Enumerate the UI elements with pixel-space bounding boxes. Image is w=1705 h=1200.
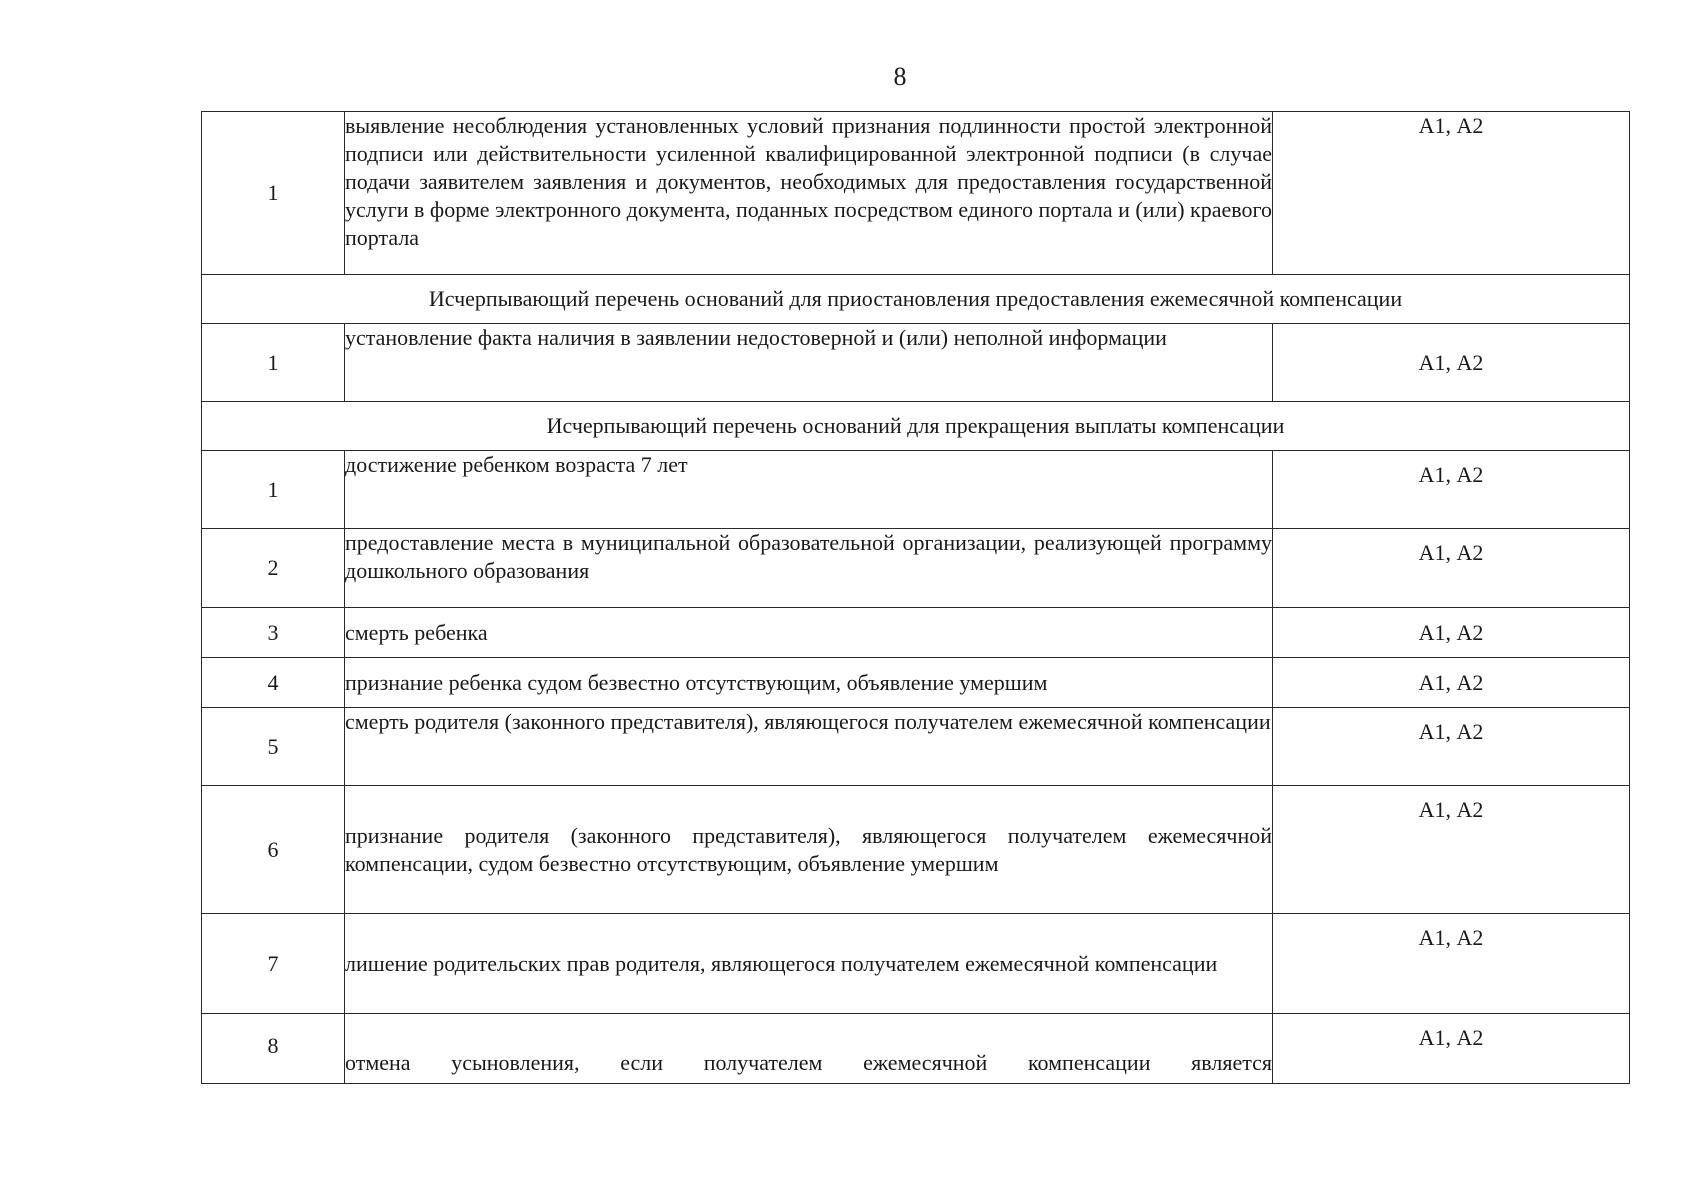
table-row <box>202 451 1630 529</box>
table-row <box>202 529 1630 608</box>
section-row <box>202 402 1630 451</box>
row-number: 5 <box>202 708 345 786</box>
row-code: А1, А2 <box>1273 786 1630 914</box>
row-text: смерть ребенка <box>345 608 1273 658</box>
row-text: признание ребенка судом безвестно отсутствующим, объявление умершим <box>345 658 1273 708</box>
row-text: смерть родителя (законного представителя), являющегося получателем ежемесячной компенсации <box>345 708 1273 786</box>
table-row <box>202 658 1630 708</box>
row-code: А1, А2 <box>1273 112 1630 275</box>
row-number: 8 <box>202 1014 345 1084</box>
section-row <box>202 275 1630 324</box>
table-row <box>202 112 1630 275</box>
row-code: А1, А2 <box>1273 1014 1630 1084</box>
section-title: Исчерпывающий перечень оснований для прекращения выплаты компенсации <box>202 402 1630 451</box>
row-text: отмена усыновления, если получателем ежемесячной компенсации является <box>345 1014 1273 1084</box>
row-number: 2 <box>202 529 345 608</box>
table-row <box>202 1014 1630 1084</box>
row-code: А1, А2 <box>1273 914 1630 1014</box>
table-row <box>202 608 1630 658</box>
row-text: лишение родительских прав родителя, являющегося получателем ежемесячной компенсации <box>345 914 1273 1014</box>
row-code: А1, А2 <box>1273 708 1630 786</box>
grounds-table <box>201 111 1630 1084</box>
table-row <box>202 914 1630 1014</box>
row-text: установление факта наличия в заявлении недостоверной и (или) неполной информации <box>345 324 1273 402</box>
section-title: Исчерпывающий перечень оснований для приостановления предоставления ежемесячной компенсации <box>202 275 1630 324</box>
row-text: предоставление места в муниципальной образовательной организации, реализующей программу дошкольного образования <box>345 529 1273 608</box>
row-code: А1, А2 <box>1273 608 1630 658</box>
table-row <box>202 708 1630 786</box>
row-code: А1, А2 <box>1273 529 1630 608</box>
row-number: 1 <box>202 324 345 402</box>
row-code: А1, А2 <box>1273 451 1630 529</box>
page-number: 8 <box>893 62 907 91</box>
row-number: 6 <box>202 786 345 914</box>
row-number: 4 <box>202 658 345 708</box>
table-row <box>202 786 1630 914</box>
table-row <box>202 324 1630 402</box>
row-number: 1 <box>202 451 345 529</box>
row-text: выявление несоблюдения установленных условий признания подлинности простой электронной подписи или действительности усиленной квалифицированной электронной подписи (в случае подачи заявителем заявления и документов, необходимых для предоставления государственной услуги в форме электронного документа, поданных посредством единого портала и (или) краевого портала <box>345 112 1273 275</box>
row-text: достижение ребенком возраста 7 лет <box>345 451 1273 529</box>
row-code: А1, А2 <box>1273 658 1630 708</box>
row-code: А1, А2 <box>1273 324 1630 402</box>
row-number: 7 <box>202 914 345 1014</box>
row-number: 3 <box>202 608 345 658</box>
row-text: признание родителя (законного представителя), являющегося получателем ежемесячной компенсации, судом безвестно отсутствующим, объявление умершим <box>345 786 1273 914</box>
row-number: 1 <box>202 112 345 275</box>
